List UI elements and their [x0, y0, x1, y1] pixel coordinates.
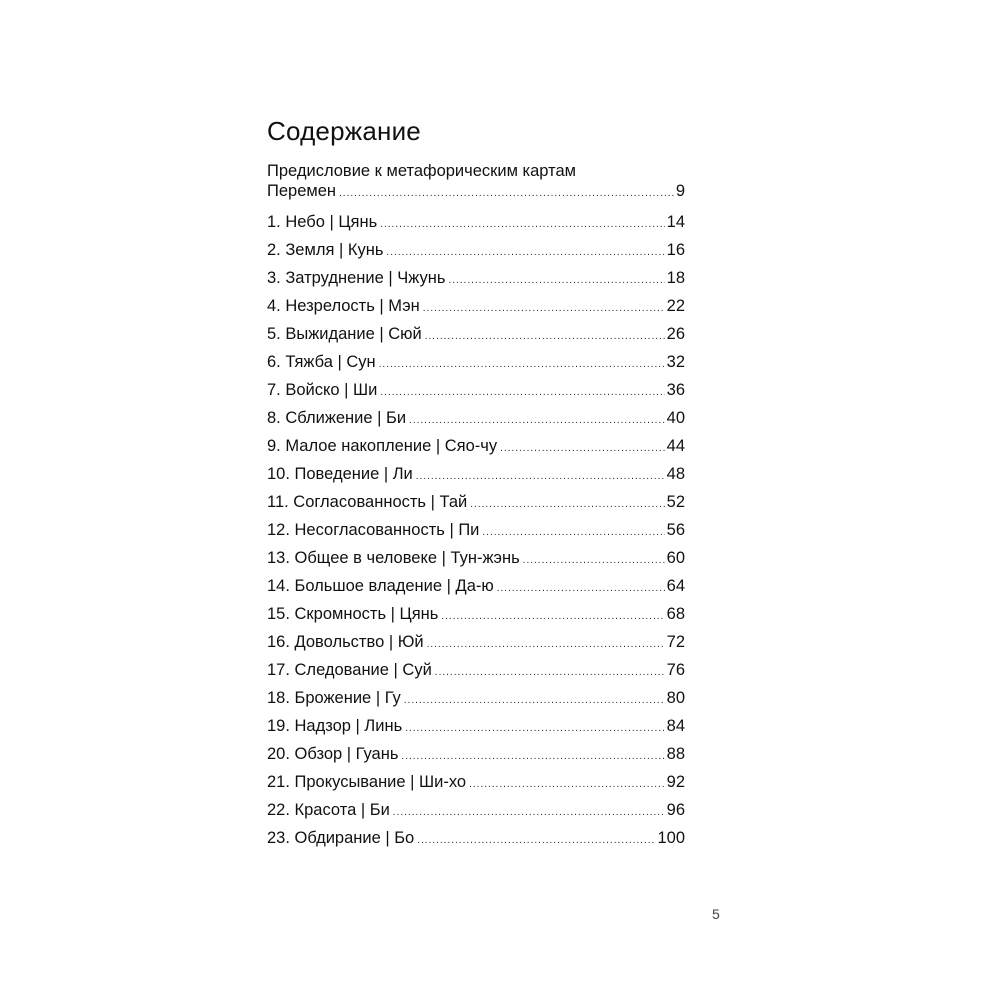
- toc-entry-page: 100: [657, 829, 685, 847]
- toc-entry-page: 16: [666, 241, 685, 259]
- toc-entry: [267, 660, 685, 688]
- toc-entry-label: 9. Малое накопление | Сяо-чу: [267, 437, 498, 455]
- toc-entry-page: 72: [666, 633, 685, 651]
- toc-entry: [267, 772, 685, 800]
- toc-entry: [267, 436, 685, 464]
- toc-entry: [267, 408, 685, 436]
- toc-entry-label: 8. Сближение | Би: [267, 409, 407, 427]
- toc-entry-label: 4. Незрелость | Мэн: [267, 297, 420, 315]
- toc-entry-page: 88: [666, 745, 685, 763]
- toc-entry-page: 80: [666, 689, 685, 707]
- toc-entry-page: 76: [666, 661, 685, 679]
- toc-entry: [267, 464, 685, 492]
- toc-entry: [267, 800, 685, 828]
- toc-entry-list: [267, 212, 685, 856]
- toc-entry: [267, 240, 685, 268]
- toc-leader-dots: [417, 831, 655, 851]
- toc-entry-label: 6. Тяжба | Сун: [267, 353, 376, 371]
- toc-entry: [267, 716, 685, 744]
- toc-entry-page: 84: [666, 717, 685, 735]
- toc-entry-page: 40: [666, 409, 685, 427]
- toc-entry-label: 10. Поведение | Ли: [267, 465, 413, 483]
- toc-leader-dots: [470, 495, 664, 515]
- toc-entry-label: 20. Обзор | Гуань: [267, 745, 399, 763]
- toc-leader-dots: [404, 691, 665, 711]
- toc-entry-label: 5. Выжидание | Сюй: [267, 325, 422, 343]
- toc-entry-label: 18. Брожение | Гу: [267, 689, 401, 707]
- toc-leader-dots: [523, 551, 665, 571]
- toc-entry-label: 15. Скромность | Цянь: [267, 605, 439, 623]
- toc-entry-label: 14. Большое владение | Да-ю: [267, 577, 494, 595]
- toc-entry-label: 21. Прокусывание | Ши-хо: [267, 773, 467, 791]
- toc-entry: [267, 548, 685, 576]
- toc-entry-label: [267, 161, 685, 204]
- toc-entry-label: 23. Обдирание | Бо: [267, 829, 415, 847]
- toc-leader-dots: [425, 327, 665, 347]
- toc-entry-label: 13. Общее в человеке | Тун-жэнь: [267, 549, 520, 567]
- toc-entry-page: 14: [666, 213, 685, 231]
- toc-entry: [267, 744, 685, 772]
- toc-entry: [267, 604, 685, 632]
- toc-leader-dots: [379, 355, 665, 375]
- toc-leader-dots: [339, 184, 674, 204]
- toc-entry-page: 68: [666, 605, 685, 623]
- toc-entry-page: 60: [666, 549, 685, 567]
- toc-leader-dots: [416, 467, 665, 487]
- toc-leader-dots: [423, 299, 665, 319]
- toc-entry-page: 48: [666, 465, 685, 483]
- toc-entry: [267, 688, 685, 716]
- toc-entry: [267, 492, 685, 520]
- toc-entry: [267, 520, 685, 548]
- toc-leader-dots: [380, 383, 664, 403]
- toc-entry-label: 1. Небо | Цянь: [267, 213, 378, 231]
- toc-entry-page: 52: [666, 493, 685, 511]
- toc-entry-page: 92: [666, 773, 685, 791]
- toc-entry-page: 36: [666, 381, 685, 399]
- toc-leader-dots: [380, 215, 664, 235]
- toc-entry: [267, 828, 685, 856]
- toc-entry-label-line2: Перемен: [267, 182, 337, 200]
- toc-entry-label: 22. Красота | Би: [267, 801, 390, 819]
- toc-entry: [267, 352, 685, 380]
- toc-entry: [267, 268, 685, 296]
- toc-leader-dots: [448, 271, 664, 291]
- toc-entry: [267, 296, 685, 324]
- toc-entry-page: 9: [675, 182, 685, 200]
- toc-entry-label: 7. Войско | Ши: [267, 381, 378, 399]
- toc-entry-page: 18: [666, 269, 685, 287]
- toc-entry-label: 19. Надзор | Линь: [267, 717, 403, 735]
- toc-leader-dots: [500, 439, 665, 459]
- toc-entry-preface: [267, 164, 685, 204]
- toc-entry: [267, 576, 685, 604]
- toc-entry-page: 32: [666, 353, 685, 371]
- toc-entry: [267, 632, 685, 660]
- toc-entry-label: 2. Земля | Кунь: [267, 241, 384, 259]
- table-of-contents: [267, 164, 685, 856]
- toc-entry: [267, 380, 685, 408]
- page-number: 5: [712, 906, 720, 922]
- toc-leader-dots: [393, 803, 665, 823]
- toc-leader-dots: [405, 719, 664, 739]
- toc-leader-dots: [441, 607, 664, 627]
- toc-entry-label: 16. Довольство | Юй: [267, 633, 424, 651]
- toc-entry: [267, 212, 685, 240]
- toc-entry-page: 56: [666, 521, 685, 539]
- toc-entry-label: 17. Следование | Суй: [267, 661, 432, 679]
- toc-entry-label-line1: Предисловие к метафорическим картам: [267, 162, 576, 180]
- toc-entry: [267, 324, 685, 352]
- toc-entry-page: 96: [666, 801, 685, 819]
- toc-leader-dots: [386, 243, 664, 263]
- toc-entry-label: 11. Согласованность | Тай: [267, 493, 468, 511]
- toc-entry-label: 3. Затруднение | Чжунь: [267, 269, 446, 287]
- toc-entry-page: 44: [666, 437, 685, 455]
- toc-entry-label: 12. Несогласованность | Пи: [267, 521, 480, 539]
- toc-leader-dots: [482, 523, 664, 543]
- toc-leader-dots: [497, 579, 665, 599]
- page-title: Содержание: [267, 116, 421, 146]
- toc-leader-dots: [469, 775, 665, 795]
- toc-entry-page: 64: [666, 577, 685, 595]
- toc-leader-dots: [435, 663, 665, 683]
- toc-leader-dots: [409, 411, 665, 431]
- toc-leader-dots: [427, 635, 665, 655]
- toc-entry-page: 22: [666, 297, 685, 315]
- toc-leader-dots: [401, 747, 664, 767]
- toc-entry-page: 26: [666, 325, 685, 343]
